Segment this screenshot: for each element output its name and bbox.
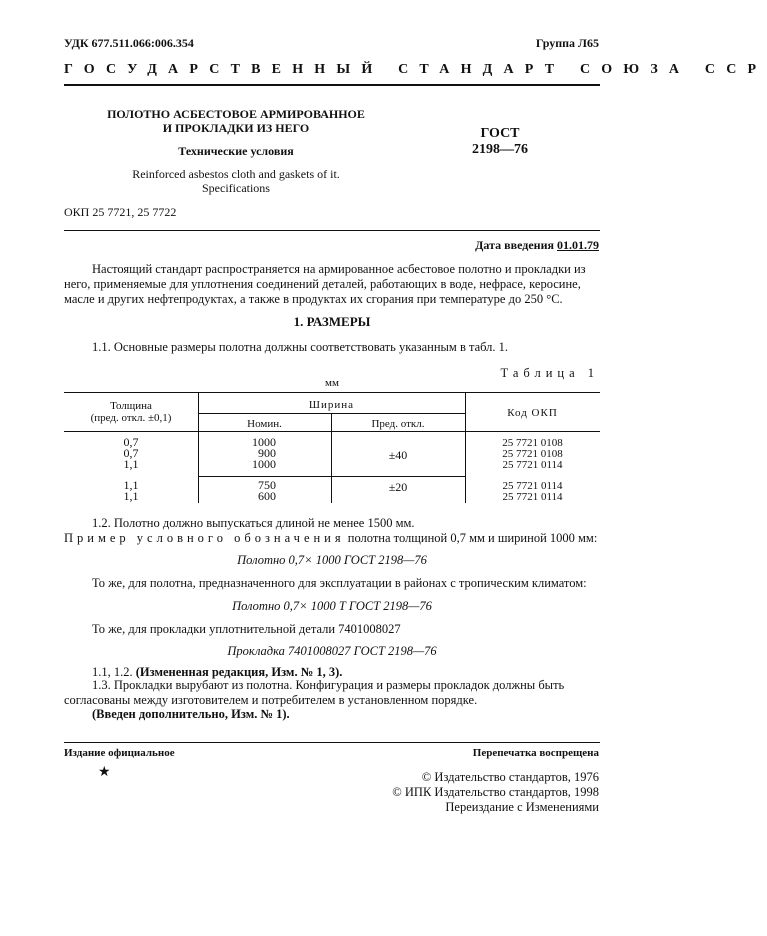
table-width-rule [198, 413, 465, 414]
clause-1-3-line-1: 1.3. Прокладки вырубают из полотна. Конфигурация и размеры прокладок должны быть [92, 678, 565, 692]
table-cell: 25 7721 0108 [502, 437, 563, 449]
copyright-1976: © Издательство стандартов, 1976 [421, 770, 599, 784]
effective-date-label: Дата введения [475, 238, 554, 252]
designation-example-2: Полотно 0,7× 1000 Т ГОСТ 2198—76 [232, 599, 432, 613]
header-width: Ширина [308, 399, 355, 411]
table-header-rule [64, 431, 600, 432]
table-cell: 1,1 [123, 489, 139, 503]
state-standard-banner: ГОСУДАРСТВЕННЫЙ СТАНДАРТ СОЮЗА ССР [64, 62, 767, 77]
group2-tolerance: ±20 [388, 480, 408, 494]
banner-rule [64, 84, 600, 86]
table-cell: 1000 [252, 457, 276, 471]
table-cell: 25 7721 0114 [502, 459, 563, 471]
clause-1-3 [64, 678, 600, 708]
intro-paragraph [64, 262, 600, 307]
table-cell: 1,1 [123, 478, 139, 492]
added-note: (Введен дополнительно, Изм. № 1). [92, 707, 290, 721]
table-unit: мм [325, 377, 339, 389]
table-cell: 25 7721 0108 [502, 448, 563, 460]
header-thickness-tolerance: (пред. откл. ±0,1) [90, 412, 172, 424]
title-rule [64, 230, 600, 231]
example-label: Пример условного обозначения [64, 531, 345, 545]
group2-okp [465, 481, 600, 503]
table-label: Таблица 1 [500, 366, 599, 380]
clause-1-1: 1.1. Основные размеры полотна должны соответствовать указанным в табл. 1. [92, 340, 509, 354]
table-cell: 750 [258, 478, 276, 492]
group2-nominal [198, 480, 276, 502]
title [86, 107, 386, 135]
title-line-2: И ПРОКЛАДКИ ИЗ НЕГО [162, 121, 310, 135]
clause-1-2: 1.2. Полотно должно выпускаться длиной не менее 1500 мм. [92, 516, 415, 530]
group1-tolerance: ±40 [388, 448, 408, 462]
group2-thickness [64, 480, 198, 502]
gost-label: ГОСТ [480, 126, 520, 141]
footer-rule [64, 742, 600, 743]
english-title-line-2: Specifications [202, 181, 270, 195]
effective-date [475, 238, 599, 253]
table-cell: 600 [258, 489, 276, 503]
udk-code: УДК 677.511.066:006.354 [64, 36, 194, 50]
example-line [64, 531, 604, 546]
table-cell: 1,1 [123, 457, 139, 471]
clause-1-3-line-2: согласованы между изготовителем и потребителем в установленном порядке. [64, 693, 478, 707]
section-heading: 1. РАЗМЕРЫ [293, 314, 371, 329]
table-cell: 1000 [252, 435, 276, 449]
table-cell: 0,7 [123, 446, 139, 460]
copyright-block [392, 770, 599, 815]
english-title [86, 167, 386, 195]
group1-thickness [64, 437, 198, 470]
copyright-1998: © ИПК Издательство стандартов, 1998 [392, 785, 599, 799]
reedition-note: Переиздание с Изменениями [445, 800, 599, 814]
header-okp: Код ОКП [507, 407, 558, 419]
gost-code: 2198—76 [472, 142, 528, 157]
reprint-prohibited: Перепечатка воспрещена [472, 747, 599, 759]
intro-line-3: масле и других нефтепродуктах, а также в продуктах их сгорания при температуре до 250 °С. [64, 292, 563, 306]
table-cell: 900 [258, 446, 276, 460]
table-cell: 25 7721 0114 [502, 491, 563, 503]
header-tolerance: Пред. откл. [371, 418, 425, 430]
okp-codes: ОКП 25 7721, 25 7722 [64, 205, 177, 219]
tropical-paragraph: То же, для полотна, предназначенного для эксплуатации в районах с тропическим климатом: [92, 576, 587, 590]
header-nominal: Номин. [247, 418, 282, 430]
group1-nominal [198, 437, 276, 470]
intro-line-2: него, применяемые для уплотнения соединений деталей, работающих в воде, нефрасе, керосине, [64, 277, 581, 291]
english-title-line-1: Reinforced asbestos cloth and gaskets of it. [132, 167, 340, 181]
intro-line-1: Настоящий стандарт распространяется на армированное асбестовое полотно и прокладки из [92, 262, 586, 276]
table-top-rule [64, 392, 600, 393]
gasket-paragraph: То же, для прокладки уплотнительной детали 7401008027 [92, 622, 401, 636]
group-code: Группа Л65 [535, 36, 599, 50]
title-line-1: ПОЛОТНО АСБЕСТОВОЕ АРМИРОВАННОЕ [107, 107, 365, 121]
star-icon: ★ [98, 765, 111, 780]
change-note-prefix: 1.1, 1.2. [92, 665, 136, 679]
effective-date-value: 01.01.79 [557, 238, 599, 252]
header-thickness [64, 400, 198, 424]
official-edition: Издание официальное [64, 747, 175, 759]
table-cell: 25 7721 0114 [502, 480, 563, 492]
group1-okp [465, 438, 600, 471]
designation-example-1: Полотно 0,7× 1000 ГОСТ 2198—76 [237, 553, 427, 567]
gost-number [440, 126, 560, 158]
header-thickness-label: Толщина [110, 400, 152, 412]
subtitle: Технические условия [178, 144, 294, 158]
example-text: полотна толщиной 0,7 мм и шириной 1000 мм: [344, 531, 598, 545]
table-cell: 0,7 [123, 435, 139, 449]
designation-example-3: Прокладка 7401008027 ГОСТ 2198—76 [227, 644, 437, 658]
table-group-rule [198, 476, 465, 477]
change-note-text: (Измененная редакция, Изм. № 1, 3). [135, 665, 343, 679]
